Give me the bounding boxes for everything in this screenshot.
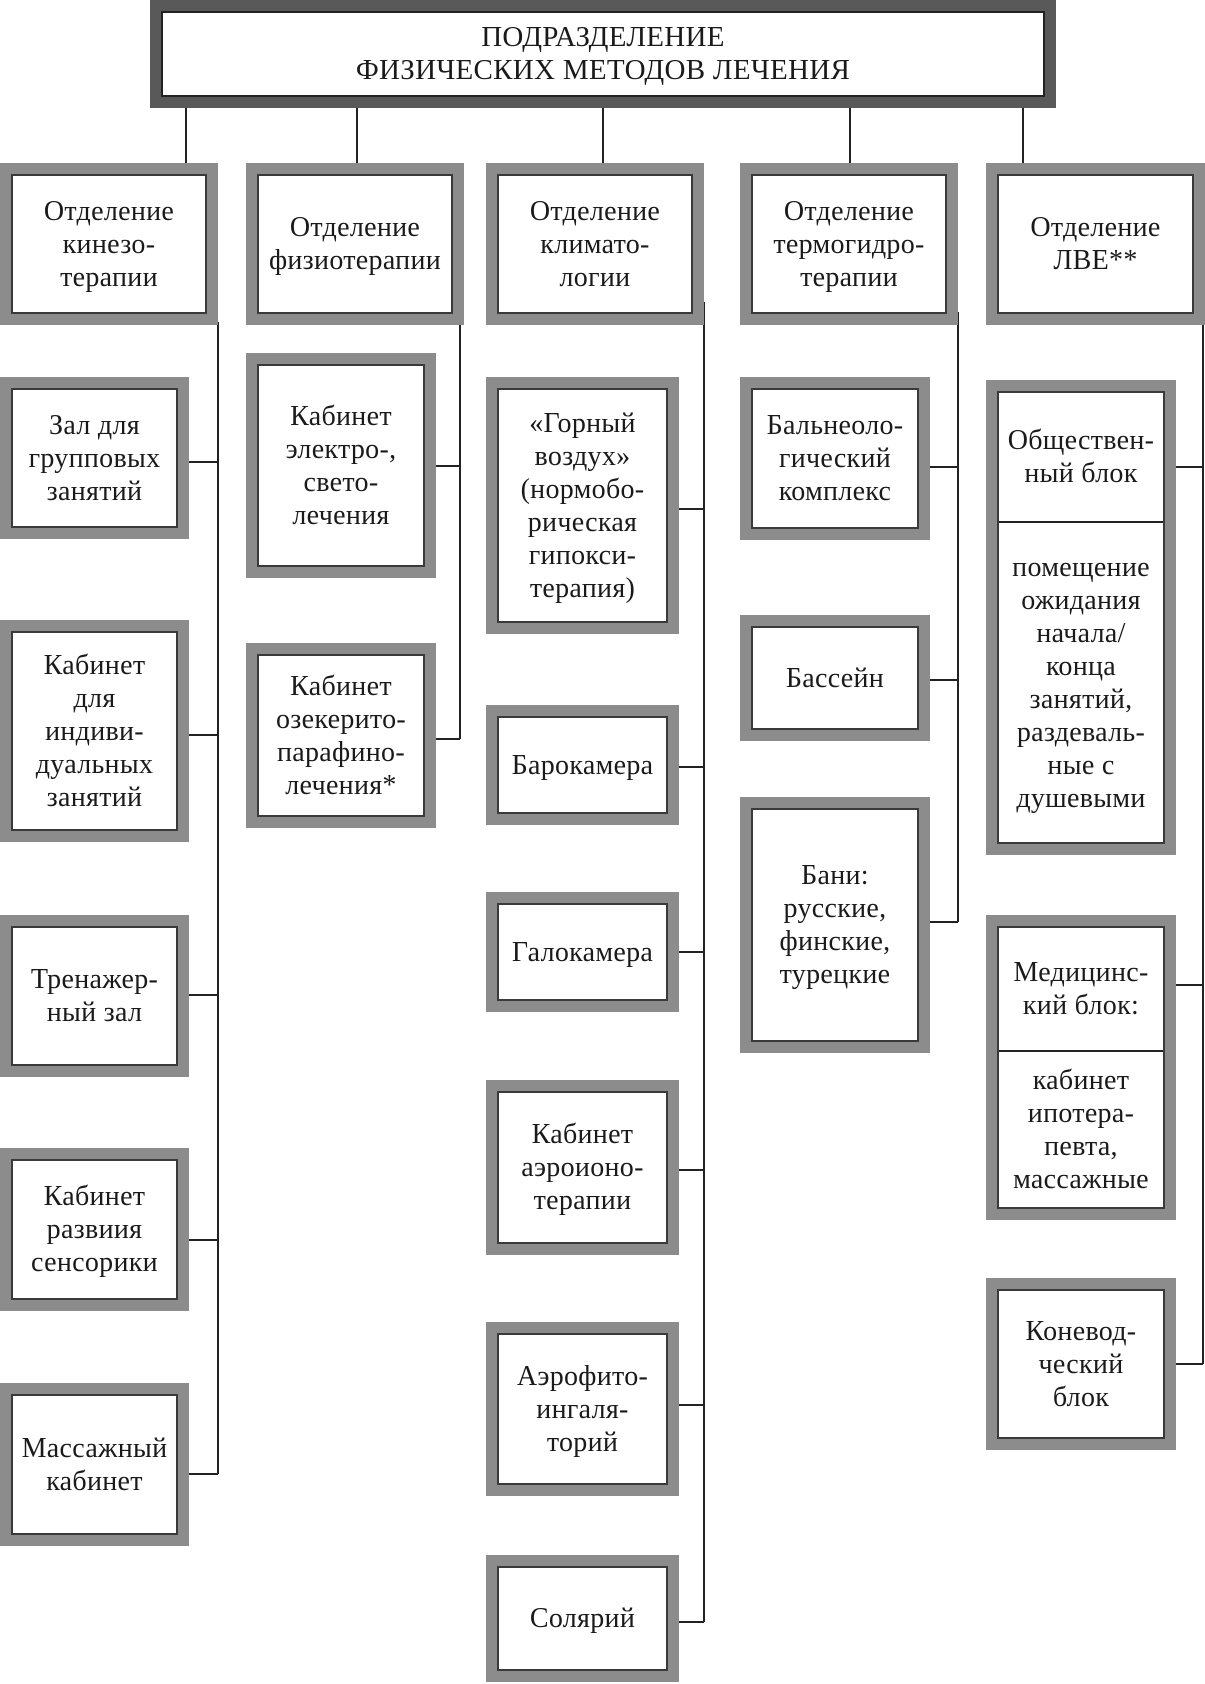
dept-thermohydrotherapy xyxy=(740,163,958,325)
unit-electro-light xyxy=(246,353,436,578)
dept-kinesiotherapy xyxy=(0,163,218,325)
dept-label: Отделение ЛВЕ** xyxy=(1030,212,1161,276)
unit-label: Аэрофито- ингаля- торий xyxy=(516,1360,649,1458)
unit-label: Бассейн xyxy=(785,662,885,694)
unit-horse-block xyxy=(986,1278,1176,1450)
unit-group-hall xyxy=(0,377,189,539)
unit-solarium xyxy=(486,1555,679,1682)
dept-label: Отделение климато- логии xyxy=(529,195,661,293)
unit-gym xyxy=(0,915,189,1077)
unit-label: Коневод- ческий блок xyxy=(1025,1315,1137,1413)
unit-sub-label: кабинет ипотера- певта, массажные xyxy=(1013,1064,1149,1195)
unit-individual-room xyxy=(0,620,189,842)
dept-physiotherapy xyxy=(246,163,464,325)
unit-label: «Горный воздух» (нормобо- рическая гипокси- терапия) xyxy=(520,407,645,604)
unit-label: Зал для групповых занятий xyxy=(28,409,161,507)
unit-aerophyto-inhalatorium xyxy=(486,1322,679,1496)
unit-massage-room xyxy=(0,1383,189,1546)
unit-barochamber xyxy=(486,705,679,825)
unit-label: Солярий xyxy=(529,1603,636,1634)
unit-label: Медицинс- кий блок: xyxy=(1013,957,1149,1021)
unit-baths xyxy=(740,797,930,1053)
unit-label: Обществен- ный блок xyxy=(1007,425,1155,489)
unit-ozokerite-paraffin xyxy=(246,643,436,828)
unit-label: Кабинет для индиви- дуальных занятий xyxy=(35,649,154,813)
unit-label: Кабинет развиия сенсорики xyxy=(31,1181,158,1278)
unit-mountain-air xyxy=(486,377,679,634)
dept-label: Отделение физиотерапии xyxy=(268,212,442,276)
unit-label: Кабинет аэроионо- терапии xyxy=(521,1119,644,1216)
unit-label: Тренажер- ный зал xyxy=(30,964,159,1028)
unit-label: Кабинет озекерито- парафино- лечения* xyxy=(276,670,406,801)
unit-medical-block xyxy=(986,915,1176,1220)
unit-aeroion-therapy xyxy=(486,1080,679,1255)
unit-label: Кабинет электро-, свето- лечения xyxy=(285,400,397,531)
unit-public-block xyxy=(986,380,1176,855)
root-box xyxy=(150,0,1056,108)
unit-sensory-room xyxy=(0,1148,189,1311)
dept-climatology xyxy=(486,163,704,325)
unit-label: Барокамера xyxy=(511,749,654,781)
unit-label: Бальнеоло- гический комплекс xyxy=(766,410,904,507)
dept-label: Отделение термогидро- терапии xyxy=(773,195,925,293)
root-title: ПОДРАЗДЕЛЕНИЕ ФИЗИЧЕСКИХ МЕТОДОВ ЛЕЧЕНИЯ xyxy=(355,21,851,86)
unit-sub-label: помещение ожидания начала/ конца занятий, раздеваль- ные с душевыми xyxy=(1012,551,1150,814)
unit-label: Галокамера xyxy=(511,936,654,968)
unit-label: Массажный кабинет xyxy=(21,1432,168,1497)
unit-label: Бани: русские, финские, турецкие xyxy=(779,860,891,990)
unit-pool xyxy=(740,615,930,741)
dept-label: Отделение кинезо- терапии xyxy=(43,195,175,293)
unit-balneology xyxy=(740,377,930,540)
unit-halochamber xyxy=(486,892,679,1012)
dept-lve xyxy=(986,163,1205,325)
